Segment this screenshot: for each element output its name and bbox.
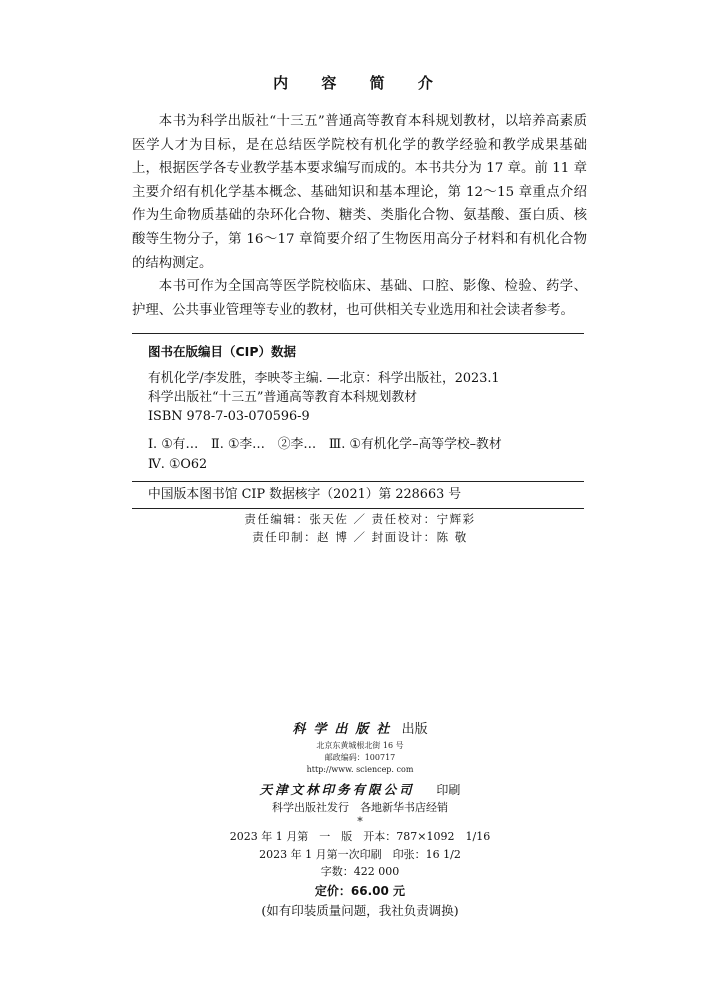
distribution-line: 科学出版社发行 各地新华书店经销 [272,801,448,814]
publisher-suffix: 出版 [401,722,428,737]
printer-name: 天津文林印务有限公司 [259,782,415,797]
editors-line: 责任印制：赵 博 ／ 封面设计：陈 敬 [252,530,468,544]
summary-paragraph: 本书为科学出版社“十三五”普通高等教育本科规划教材，以培养高素质医学人才为目标，是在总结医学院校有机化学的教学经验和教学成果基础上，根据医学各专业教学基本要求编写而成的。本书共分为 17 章。前 11 章主要介绍有机化学基本概念、基础知识和基本理论，第 12～15 章重点介绍作为生命物质基础的杂环化合物、糖类、类脂化合物、氨基酸、蛋白质、核酸等生物分子，第 16～17 章简要介绍了生物医用高分子材料和有机化合物的结构测定。 [132,114,587,271]
cip-classification-line: Ⅰ. ①有… Ⅱ. ①李… ②李… Ⅲ. ①有机化学–高等学校–教材 [148,437,502,452]
edition-line: 2023 年 1 月第 一 版 开本：787×1092 1/16 [229,830,491,843]
publisher-row [0,720,720,740]
cip-data-block [132,333,584,509]
printer-suffix: 印刷 [436,783,461,797]
quality-notice: (如有印装质量问题，我社负责调换) [261,902,459,918]
printer-row [0,780,720,800]
cip-line: 有机化学/李发胜，李映苓主编. —北京：科学出版社，2023.1 [148,371,500,386]
cip-line: ISBN 978-7-03-070596-9 [148,409,310,424]
cip-catalog-lines [148,369,584,426]
cip-nlc-divider [132,481,584,508]
imprint-block [0,720,720,921]
editors-credits [0,510,720,546]
summary-section [132,110,587,322]
printing-line: 2023 年 1 月第一次印刷 印张：16 1/2 [259,847,461,861]
cip-heading: 图书在版编目（CIP）数据 [148,344,296,359]
cip-classification [148,435,584,475]
summary-paragraph: 本书可作为全国高等医学院校临床、基础、口腔、影像、检验、药学、护理、公共事业管理等专业的教材，也可供相关专业选用和社会读者参考。 [132,279,587,318]
cip-classification-line: Ⅳ. ①O62 [148,457,208,472]
cip-line: 科学出版社“十三五”普通高等教育本科规划教材 [148,390,418,405]
separator-asterisk: * [357,815,363,828]
editors-line: 责任编辑：张天佐 ／ 责任校对：宁辉彩 [244,512,476,526]
publisher-logo: 科学出版社 [292,722,398,737]
price-line: 定价：66.00 元 [314,883,406,898]
summary-title: 内 容 简 介 [273,74,447,92]
publisher-address: 北京东黄城根北街 16 号 [316,741,404,750]
cip-nlc-record: 中国版本图书馆 CIP 数据核字（2021）第 228663 号 [148,487,462,502]
publisher-postcode: 邮政编码：100717 [324,753,396,762]
publisher-website: http://www. sciencep. com [306,765,414,774]
word-count-line: 字数：422 000 [320,865,400,878]
